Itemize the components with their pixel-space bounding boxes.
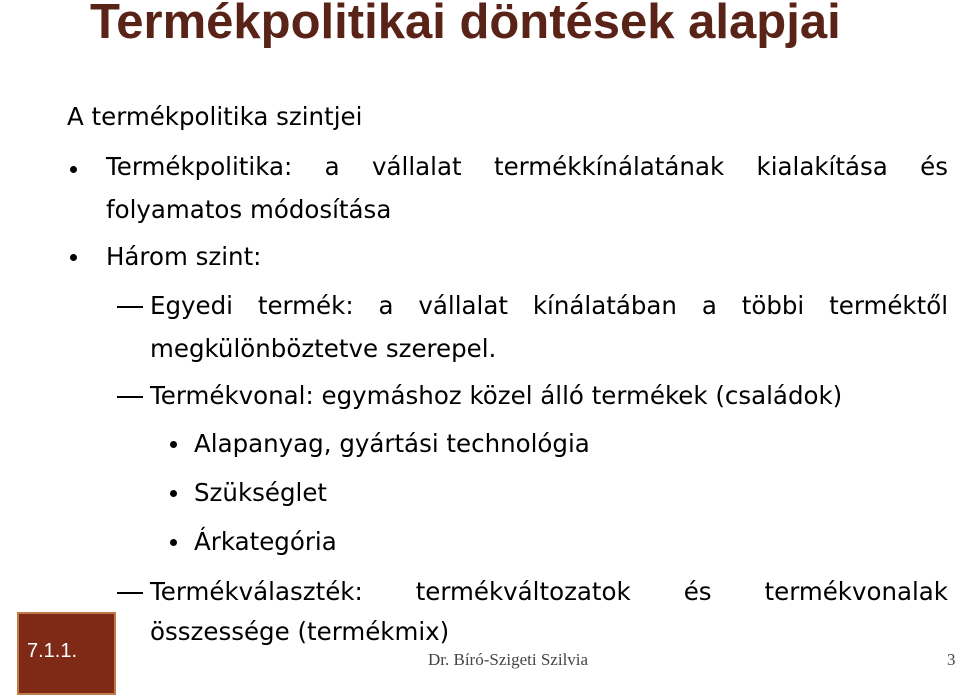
slide-title: Termékpolitikai döntések alapjai xyxy=(90,0,841,49)
sub-bullet-text-continued: összessége (termékmix) xyxy=(150,617,450,646)
bullet-icon xyxy=(70,166,77,173)
sub-sub-bullet-text: Alapanyag, gyártási technológia xyxy=(194,429,590,458)
section-number: 7.1.1. xyxy=(27,640,78,662)
footer-author: Dr. Bíró-Szigeti Szilvia xyxy=(428,650,589,669)
sub-bullet-text: Egyedi termék: a vállalat kínálatában a többi terméktől xyxy=(150,291,948,320)
bullet-text: Termékpolitika: a vállalat termékkínálatának kialakítása és xyxy=(106,152,948,181)
dash-icon xyxy=(117,396,143,398)
bullet-icon xyxy=(170,490,177,497)
sub-bullet-text-continued: megkülönböztetve szerepel. xyxy=(150,334,497,363)
sub-sub-bullet-text: Szükséglet xyxy=(194,478,328,507)
sub-sub-bullet-text: Árkategória xyxy=(194,527,337,556)
bullet-text: Három szint: xyxy=(106,242,262,271)
dash-icon xyxy=(117,592,143,594)
sub-bullet-text: Termékválaszték: termékváltozatok és termékvonalak xyxy=(150,577,948,606)
bullet-text-continued: folyamatos módosítása xyxy=(106,195,392,224)
page-number: 3 xyxy=(947,650,956,669)
sub-bullet-text: Termékvonal: egymáshoz közel álló termékek (családok) xyxy=(150,381,843,410)
bullet-icon xyxy=(170,539,177,546)
dash-icon xyxy=(117,306,143,308)
bullet-icon xyxy=(70,254,77,261)
bullet-icon xyxy=(170,441,177,448)
section-heading: A termékpolitika szintjei xyxy=(67,102,363,131)
